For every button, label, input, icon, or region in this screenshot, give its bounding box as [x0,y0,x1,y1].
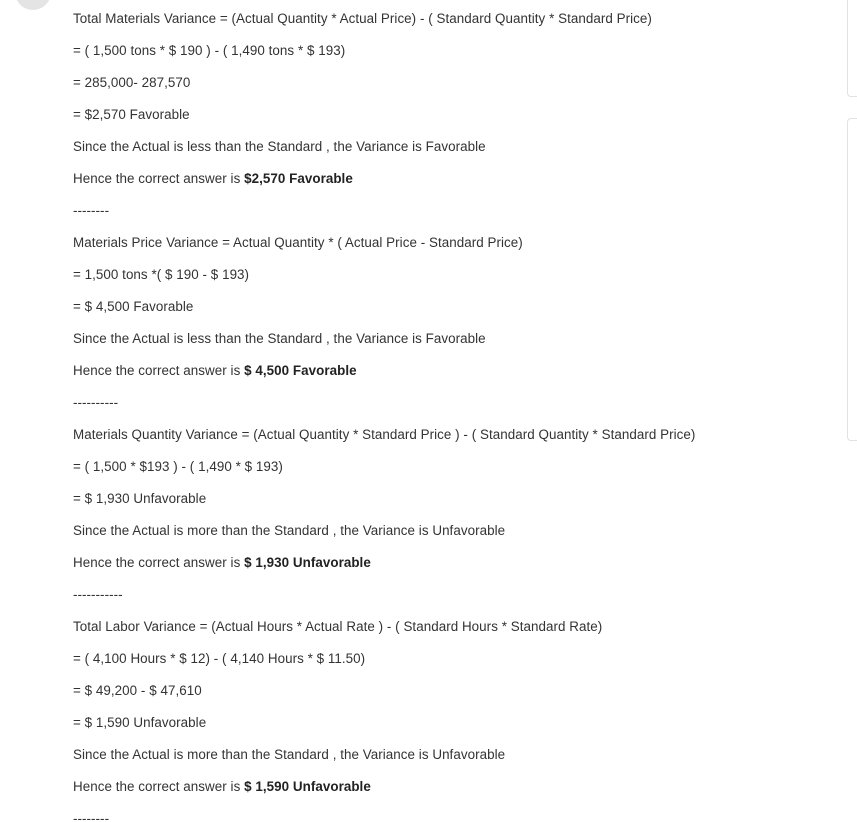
line-text: = $ 49,200 - $ 47,610 [73,683,202,698]
line-text: -------- [73,203,110,218]
line-text: -------- [73,811,110,822]
answer-line [73,201,813,233]
side-panel-bottom [847,118,857,441]
line-text: ---------- [73,395,119,410]
answer-line [73,553,813,585]
line-text: = ( 4,100 Hours * $ 12) - ( 4,140 Hours * $ 11.50) [73,651,366,666]
line-text: Materials Quantity Variance = (Actual Quantity * Standard Price ) - ( Standard Quantity * Standard Price) [73,427,696,442]
line-text: = $ 1,590 Unfavorable [73,715,207,730]
answer-line [73,105,813,137]
line-text: Hence the correct answer is [73,363,245,378]
avatar [15,0,51,10]
answer-line [73,681,813,713]
answer-line [73,777,813,809]
line-text: = 285,000- 287,570 [73,75,191,90]
answer-line [73,233,813,265]
answer-highlight: $ 1,590 Unfavorable [244,779,371,794]
line-text: = $2,570 Favorable [73,107,190,122]
answer-body [73,9,813,822]
line-text: Since the Actual is more than the Standard , the Variance is Unfavorable [73,747,506,762]
answer-line [73,73,813,105]
line-text: Since the Actual is less than the Standard , the Variance is Favorable [73,139,486,154]
answer-line [73,265,813,297]
answer-line [73,137,813,169]
answer-line [73,457,813,489]
line-text: Total Materials Variance = (Actual Quantity * Actual Price) - ( Standard Quantity * Standard Price) [73,11,652,26]
answer-line [73,809,813,822]
answer-line [73,521,813,553]
answer-line [73,9,813,41]
line-text: Total Labor Variance = (Actual Hours * Actual Rate ) - ( Standard Hours * Standard Rate) [73,619,603,634]
answer-line [73,489,813,521]
line-text: = ( 1,500 * $193 ) - ( 1,490 * $ 193) [73,459,283,474]
answer-line [73,713,813,745]
answer-line [73,41,813,73]
line-text: Hence the correct answer is [73,555,245,570]
answer-line [73,649,813,681]
answer-line [73,425,813,457]
answer-line [73,393,813,425]
side-panel-top [847,0,857,97]
answer-line [73,169,813,201]
line-text: ----------- [73,587,123,602]
answer-highlight: $ 1,930 Unfavorable [244,555,371,570]
answer-line [73,585,813,617]
line-text: = $ 1,930 Unfavorable [73,491,207,506]
line-text: = $ 4,500 Favorable [73,299,194,314]
line-text: = ( 1,500 tons * $ 190 ) - ( 1,490 tons * $ 193) [73,43,346,58]
answer-line [73,329,813,361]
line-text: Hence the correct answer is [73,171,245,186]
line-text: Hence the correct answer is [73,779,245,794]
answer-line [73,617,813,649]
line-text: Materials Price Variance = Actual Quantity * ( Actual Price - Standard Price) [73,235,523,250]
line-text: Since the Actual is more than the Standard , the Variance is Unfavorable [73,523,506,538]
answer-highlight: $2,570 Favorable [244,171,353,186]
answer-line [73,745,813,777]
answer-line [73,361,813,393]
line-text: = 1,500 tons *( $ 190 - $ 193) [73,267,250,282]
answer-line [73,297,813,329]
line-text: Since the Actual is less than the Standard , the Variance is Favorable [73,331,486,346]
answer-highlight: $ 4,500 Favorable [244,363,357,378]
